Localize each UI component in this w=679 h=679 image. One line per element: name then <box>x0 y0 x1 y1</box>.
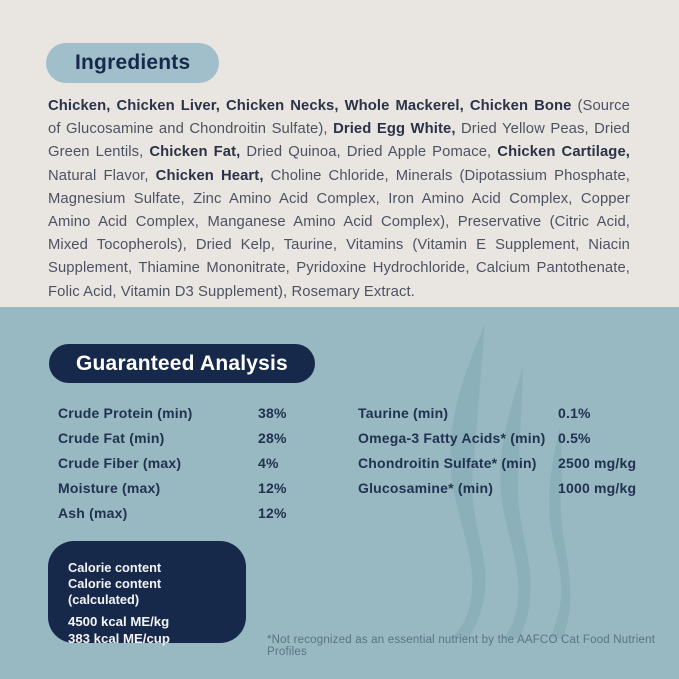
analysis-label: Moisture (max) <box>58 480 161 496</box>
analysis-label: Omega-3 Fatty Acids* (min) <box>358 430 546 446</box>
calorie-value-line: 4500 kcal ME/kg <box>68 614 170 629</box>
ingredients-heading: Ingredients <box>75 51 191 74</box>
ingredients-text <box>48 95 630 304</box>
analysis-value: 4% <box>258 455 279 471</box>
analysis-label: Taurine (min) <box>358 405 449 421</box>
analysis-row <box>58 481 308 496</box>
analysis-value: 2500 mg/kg <box>558 455 637 471</box>
ingredient-regular-segment: Dried Yellow Peas, Dried Green Lentils, <box>48 121 630 161</box>
calorie-values <box>68 614 234 647</box>
calorie-value-line: 383 kcal ME/cup <box>68 630 170 646</box>
analysis-label: Crude Fiber (max) <box>58 455 182 471</box>
ingredients-section <box>0 0 679 307</box>
analysis-row <box>58 431 308 446</box>
analysis-value: 0.1% <box>558 405 591 421</box>
analysis-value: 12% <box>258 505 287 521</box>
analysis-label: Crude Protein (min) <box>58 405 193 421</box>
ingredient-bold-segment: Chicken Fat, <box>149 144 241 161</box>
analysis-label: Crude Fat (min) <box>58 430 165 446</box>
guaranteed-analysis-heading-pill <box>49 344 315 383</box>
analysis-value: 28% <box>258 430 287 446</box>
ingredient-regular-segment: (Source of Glucosamine and Chondroitin Sulfate), <box>48 98 630 138</box>
analysis-value: 1000 mg/kg <box>558 480 637 496</box>
analysis-row <box>58 506 308 521</box>
analysis-row <box>58 456 308 471</box>
ingredient-bold-segment: Chicken Heart, <box>155 167 264 184</box>
calorie-title-line: Calorie content <box>68 560 162 575</box>
ingredient-bold-segment: Dried Egg White, <box>333 121 456 138</box>
analysis-value: 0.5% <box>558 430 591 446</box>
ingredient-regular-segment: Choline Chloride, Minerals (Dipotassium Phosphate, Magnesium Sulfate, Zinc Amino Acid Complex, Iron Amino Acid Complex, Copper Amino Acid Complex, Manganese Amino Acid Complex), Preservative (Citric Acid, Mixed Tocopherols), Dried Kelp, Taurine, Vitamins (Vitamin E Supplement, Niacin Supplement, Thiamine Mononitrate, Pyridoxine Hydrochloride, Calcium Pantothenate, Folic Acid, Vitamin D3 Supplement), Rosemary Extract. <box>48 167 630 300</box>
analysis-row <box>58 406 308 421</box>
analysis-row <box>358 480 637 496</box>
analysis-left-column <box>58 406 308 531</box>
analysis-value: 38% <box>258 405 287 421</box>
analysis-value: 12% <box>258 480 287 496</box>
calorie-title-line: Calorie content (calculated) <box>68 576 162 607</box>
analysis-label: Glucosamine* (min) <box>358 480 494 496</box>
ingredient-bold-segment: Chicken Cartilage, <box>497 144 630 161</box>
analysis-label: Chondroitin Sulfate* (min) <box>358 455 537 471</box>
calorie-titles <box>68 560 234 608</box>
guaranteed-analysis-heading: Guaranteed Analysis <box>76 351 288 375</box>
ingredient-bold-segment: Chicken, Chicken Liver, Chicken Necks, Whole Mackerel, Chicken Bone <box>48 98 572 114</box>
calorie-content-box <box>48 541 246 646</box>
analysis-row <box>358 431 623 446</box>
guaranteed-analysis-section <box>0 307 679 679</box>
analysis-row <box>358 406 623 421</box>
ingredient-regular-segment: Dried Quinoa, Dried Apple Pomace, <box>240 144 498 161</box>
analysis-right-column <box>358 405 637 506</box>
aafco-footnote: *Not recognized as an essential nutrient by the AAFCO Cat Food Nutrient Profiles <box>267 634 656 658</box>
analysis-row <box>358 455 637 471</box>
analysis-label: Ash (max) <box>58 505 128 521</box>
ingredient-regular-segment: Natural Flavor, <box>48 167 156 184</box>
ingredients-heading-pill <box>46 43 219 83</box>
